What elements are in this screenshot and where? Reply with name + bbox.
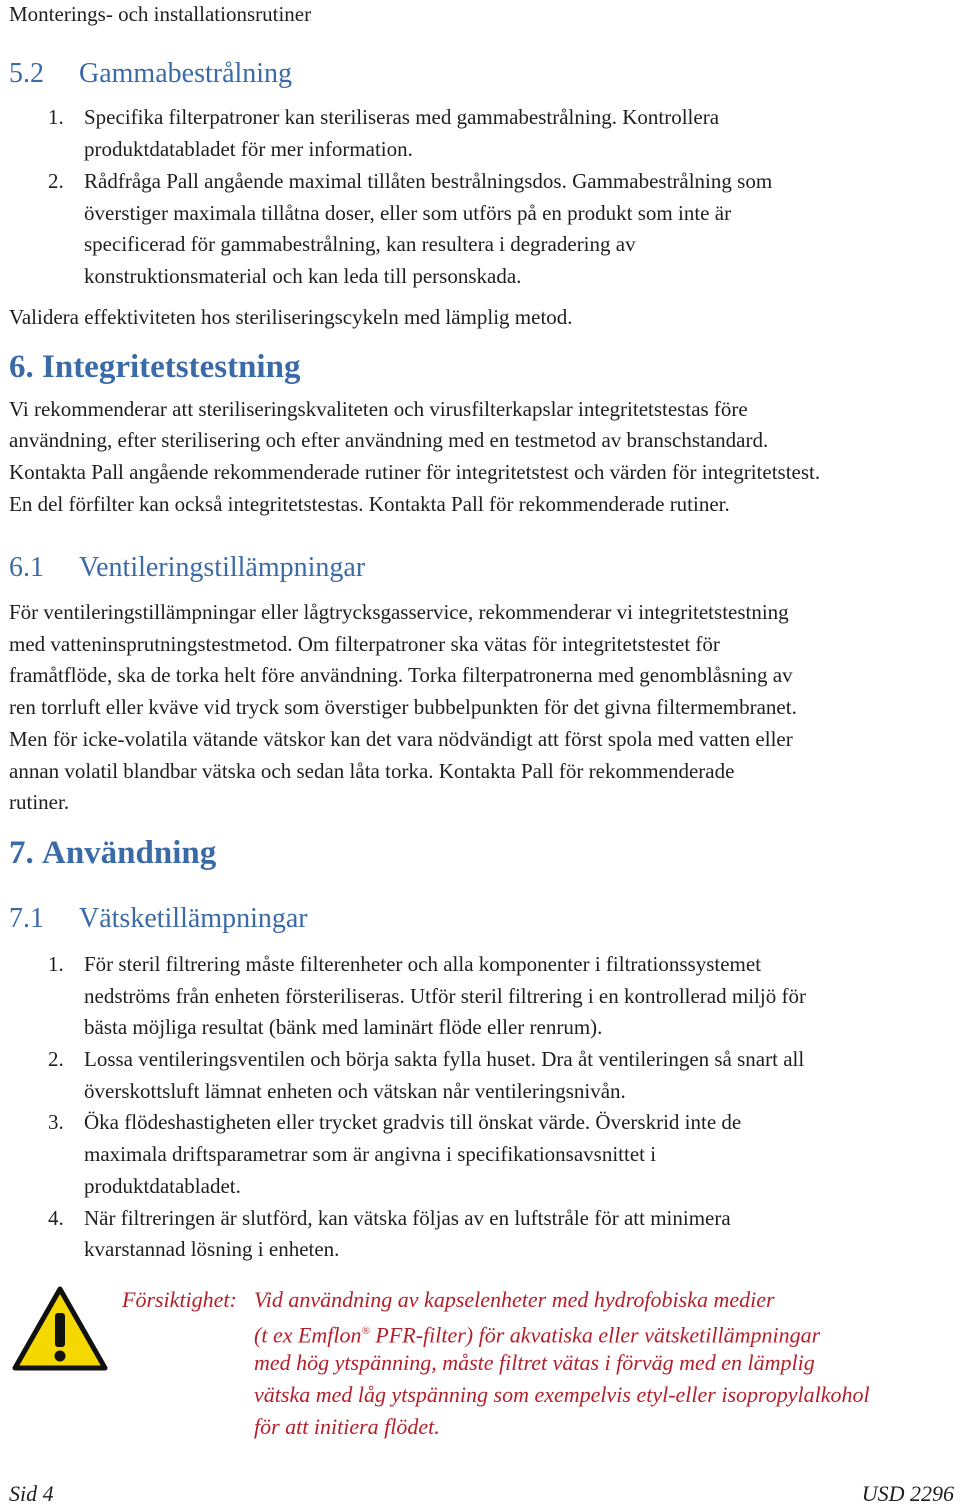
list-number: 2. (48, 1047, 64, 1071)
section-heading-6 (9, 349, 300, 386)
section-title: Gammabestrålning (79, 58, 293, 89)
list-line: överskottsluft lämnat enheten och vätskan når ventileringsnivån. (84, 1079, 626, 1103)
registered-mark: ® (361, 1325, 370, 1337)
text-line: För ventileringstillämpningar eller lågtrycksgasservice, rekommenderar vi integritetstestning (9, 600, 789, 624)
section-number: 5.2 (9, 58, 44, 89)
list-number: 4. (48, 1206, 64, 1230)
list-line: Öka flödeshastigheten eller trycket gradvis till önskat värde. Överskrid inte de (84, 1110, 742, 1134)
section-number: 7. (9, 835, 34, 871)
caution-label: Försiktighet: (122, 1287, 237, 1312)
list-line: nedströms från enheten försteriliseras. Utför steril filtrering i en kontrollerad miljö för (84, 984, 806, 1008)
section-heading-7 (9, 835, 216, 872)
text-line: användning, efter sterilisering och efter användning med en testmetod av branschstandard. (9, 428, 769, 452)
caution-line (254, 1316, 820, 1351)
list-line: överstiger maximala tillåtna doser, eller som utförs på en produkt som inte är (84, 201, 732, 225)
section-title: Vätsketillämpningar (79, 903, 308, 934)
page-number: Sid 4 (9, 1481, 54, 1506)
list-line: maximala driftsparametrar som är angivna i specifikationsavsnittet i (84, 1142, 657, 1166)
text-line: annan volatil blandbar vätska och sedan låta torka. Kontakta Pall för rekommenderade (9, 759, 735, 783)
section-number: 7.1 (9, 903, 44, 934)
document-code: USD 2296 (861, 1481, 954, 1506)
paragraph: Validera effektiviteten hos steriliseringscykeln med lämplig metod. (9, 305, 573, 329)
caution-line: för att initiera flödet. (254, 1414, 440, 1439)
list-line: Rådfråga Pall angående maximal tillåten bestrålningsdos. Gammabestrålning som (84, 169, 773, 193)
section-heading-6-1 (9, 552, 365, 584)
caution-line: vätska med låg ytspänning som exempelvis etyl-eller isopropylalkohol (254, 1382, 870, 1407)
caution-line: Vid användning av kapselenheter med hydrofobiska medier (254, 1287, 775, 1312)
running-header: Monterings- och installationsrutiner (9, 2, 312, 26)
list-line: produktdatabladet för mer information. (84, 137, 413, 161)
section-title: Integritetstestning (42, 349, 301, 385)
section-title: Ventileringstillämpningar (79, 552, 366, 583)
text-line: Men för icke-volatila vätande vätskor kan det vara nödvändigt att först spola med vatten eller (9, 727, 793, 751)
list-line: bästa möjliga resultat (bänk med laminärt flöde eller renrum). (84, 1015, 603, 1039)
list-line: produktdatabladet. (84, 1174, 241, 1198)
text-line: Vi rekommenderar att steriliseringskvaliteten och virusfilterkapslar integritetstestas före (9, 397, 748, 421)
list-number: 3. (48, 1110, 64, 1134)
caution-line-part: (t ex Emflon (254, 1322, 362, 1348)
text-line: En del förfilter kan också integritetstestas. Kontakta Pall för rekommenderade rutiner. (9, 492, 730, 516)
text-line: ren torrluft eller kväve vid tryck som överstiger bubbelpunkten för det givna filtermembranet. (9, 695, 797, 719)
list-line: För steril filtrering måste filterenheter och alla komponenter i filtrationssystemet (84, 952, 762, 976)
section-number: 6.1 (9, 552, 44, 583)
list-line: Lossa ventileringsventilen och börja sakta fylla huset. Dra åt ventileringen så snart all (84, 1047, 805, 1071)
caution-line-part: PFR-filter) för akvatiska eller vätsketillämpningar (375, 1322, 821, 1348)
section-heading-7-1 (9, 903, 308, 935)
caution-line: med hög ytspänning, måste filtret vätas i förväg med en lämplig (254, 1350, 815, 1375)
warning-triangle-icon (12, 1286, 108, 1372)
section-number: 6. (9, 349, 34, 385)
list-number: 2. (48, 169, 64, 193)
text-line: med vatteninsprutningstestmetod. Om filterpatroner ska vätas för integritetstestet för (9, 632, 720, 656)
section-heading-5-2 (9, 58, 292, 90)
list-line: specificerad för gammabestrålning, kan resultera i degradering av (84, 232, 636, 256)
text-line: rutiner. (9, 790, 70, 814)
text-line: Kontakta Pall angående rekommenderade rutiner för integritetstest och värden för integritetstest. (9, 460, 821, 484)
list-line: Specifika filterpatroner kan steriliseras med gammabestrålning. Kontrollera (84, 105, 720, 129)
text-line: framåtflöde, ska de torka helt före användning. Torka filterpatronerna med genomblåsning av (9, 663, 793, 687)
section-title: Användning (42, 835, 217, 871)
list-number: 1. (48, 952, 64, 976)
list-number: 1. (48, 105, 64, 129)
list-line: När filtreringen är slutförd, kan vätska följas av en luftstråle för att minimera (84, 1206, 731, 1230)
list-line: konstruktionsmaterial och kan leda till personskada. (84, 264, 522, 288)
list-line: kvarstannad lösning i enheten. (84, 1237, 340, 1261)
